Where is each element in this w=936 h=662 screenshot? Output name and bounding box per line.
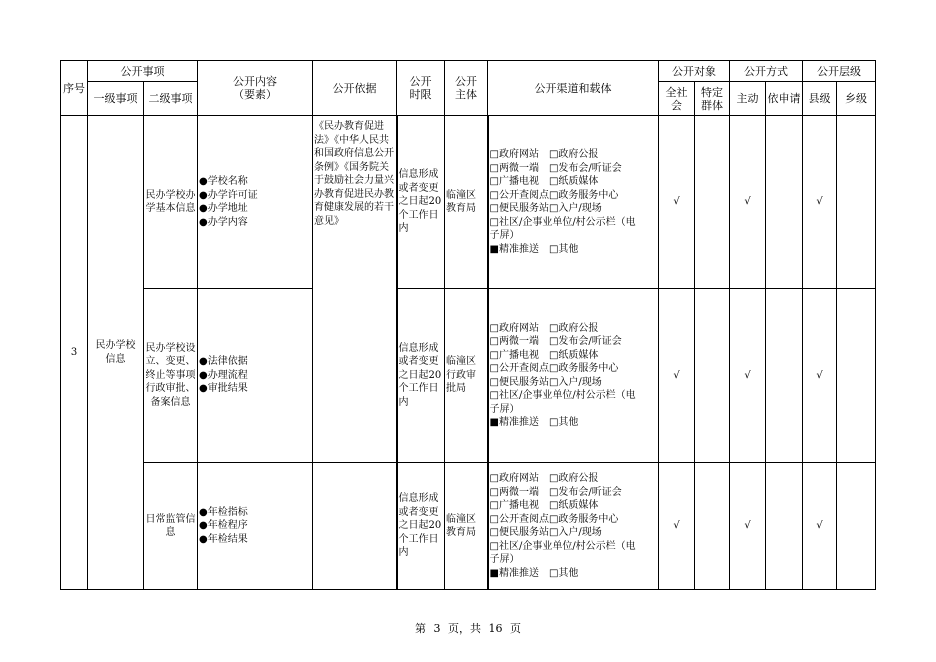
header-level: 公开层级 bbox=[803, 61, 876, 82]
row-seq: 3 bbox=[61, 116, 88, 590]
channel-line: □政府网站 □政府公报 bbox=[489, 149, 599, 160]
item-channels bbox=[488, 289, 659, 463]
item-level2: 日常监管信息 bbox=[144, 463, 198, 590]
target-all-check: √ bbox=[659, 116, 695, 289]
header-method: 公开方式 bbox=[730, 61, 803, 82]
header-method-active: 主动 bbox=[730, 82, 766, 116]
content-bullet: ●年检结果 bbox=[199, 533, 248, 545]
level-township-check bbox=[837, 116, 876, 289]
header-target-all-l2: 会 bbox=[671, 98, 682, 112]
header-time-limit-l2: 时限 bbox=[409, 88, 432, 101]
channel-line: □公开查阅点□政务服务中心 bbox=[489, 513, 619, 525]
channel-line: □社区/企事业单位/村公示栏（电 bbox=[489, 216, 636, 228]
channel-line: □政府网站 □政府公报 bbox=[489, 473, 599, 484]
header-subject-l1: 公开 bbox=[455, 75, 477, 88]
header-seq: 序号 bbox=[61, 61, 88, 116]
item-subject: 临潼区教育局 bbox=[445, 116, 488, 289]
header-level-township: 乡级 bbox=[837, 82, 876, 116]
method-request-check bbox=[766, 116, 803, 289]
level-county-check: √ bbox=[803, 116, 837, 289]
target-all-check: √ bbox=[659, 463, 695, 590]
content-bullet: ●办理流程 bbox=[199, 369, 248, 381]
channel-line: □社区/企事业单位/村公示栏（电 bbox=[489, 540, 636, 552]
target-specific-check bbox=[695, 289, 730, 463]
channel-line: 子屏） bbox=[489, 554, 520, 565]
channel-line: ■精准推送 □其他 bbox=[489, 243, 579, 255]
channel-line: □两微一端 □发布会/听证会 bbox=[489, 486, 622, 498]
header-subject bbox=[445, 61, 488, 116]
channel-line: □广播电视 □纸质媒体 bbox=[489, 349, 599, 361]
header-target-all-l1: 全社 bbox=[665, 85, 688, 99]
header-level1: 一级事项 bbox=[88, 82, 144, 116]
footer-prefix: 第 bbox=[415, 622, 426, 635]
target-specific-check bbox=[695, 116, 730, 289]
content-bullet: ●法律依据 bbox=[199, 356, 248, 368]
content-bullet: ●年检指标 bbox=[199, 506, 248, 518]
header-basis: 公开依据 bbox=[313, 61, 397, 116]
header-content bbox=[198, 61, 313, 116]
item-time-limit: 信息形成或者变更之日起20个工作日内 bbox=[397, 289, 445, 463]
item-content bbox=[198, 116, 313, 289]
level-township-check bbox=[837, 289, 876, 463]
item-content bbox=[198, 289, 313, 463]
channel-line: □便民服务站□入户/现场 bbox=[489, 376, 602, 388]
item-time-limit: 信息形成或者变更之日起20个工作日内 bbox=[397, 116, 445, 289]
table-row bbox=[61, 463, 876, 590]
channel-line: □两微一端 □发布会/听证会 bbox=[489, 336, 622, 347]
channel-line: □公开查阅点□政务服务中心 bbox=[489, 363, 619, 374]
header-channels: 公开渠道和载体 bbox=[488, 61, 659, 116]
header-target-specific bbox=[695, 82, 730, 116]
channel-line: ■精准推送 □其他 bbox=[489, 417, 579, 428]
level-county-check: √ bbox=[803, 463, 837, 590]
item-subject: 临潼区行政审批局 bbox=[445, 289, 488, 463]
item-time-limit: 信息形成或者变更之日起20个工作日内 bbox=[397, 463, 445, 590]
item-content bbox=[198, 463, 313, 590]
footer-suffix: 页 bbox=[510, 622, 521, 635]
page-footer bbox=[0, 620, 936, 636]
header-target-all bbox=[659, 82, 695, 116]
header-subject-l2: 主体 bbox=[455, 88, 477, 101]
channel-line: 子屏） bbox=[489, 403, 520, 415]
header-target-specific-l2: 群体 bbox=[701, 98, 723, 112]
header-target: 公开对象 bbox=[659, 61, 730, 82]
method-request-check bbox=[766, 463, 803, 590]
target-all-check: √ bbox=[659, 289, 695, 463]
level-township-check bbox=[837, 463, 876, 590]
channel-line: □两微一端 □发布会/听证会 bbox=[489, 162, 622, 174]
channel-line: □便民服务站□入户/现场 bbox=[489, 527, 602, 538]
header-row-1 bbox=[61, 61, 876, 82]
channel-line: □政府网站 □政府公报 bbox=[489, 322, 599, 334]
channel-line: ■精准推送 □其他 bbox=[489, 567, 579, 579]
channel-line: □社区/企事业单位/村公示栏（电 bbox=[489, 390, 636, 401]
method-active-check: √ bbox=[730, 463, 766, 590]
channel-line: 子屏） bbox=[489, 230, 520, 241]
item-subject: 临潼区教育局 bbox=[445, 463, 488, 590]
header-method-request: 依申请 bbox=[766, 82, 803, 116]
table-row bbox=[61, 289, 876, 463]
channel-line: □广播电视 □纸质媒体 bbox=[489, 500, 599, 511]
header-time-limit bbox=[397, 61, 445, 116]
content-bullet: ●年检程序 bbox=[199, 520, 248, 532]
item-channels bbox=[488, 116, 659, 289]
method-active-check: √ bbox=[730, 116, 766, 289]
channel-line: □便民服务站□入户/现场 bbox=[489, 203, 602, 214]
header-level2: 二级事项 bbox=[144, 82, 198, 116]
row-basis: 《民办教育促进法》《中华人民共和国政府信息公开条例》《国务院关于鼓励社会力量兴办教育促进民办教育健康发展的若干意见》 bbox=[313, 116, 397, 463]
item-level2: 民办学校办学基本信息 bbox=[144, 116, 198, 289]
header-target-specific-l1: 特定 bbox=[701, 85, 723, 99]
level-county-check: √ bbox=[803, 289, 837, 463]
target-specific-check bbox=[695, 463, 730, 590]
row-level1: 民办学校信息 bbox=[88, 116, 144, 590]
content-bullet: ●办学许可证 bbox=[199, 189, 258, 201]
table-row bbox=[61, 116, 876, 289]
row-basis-continued bbox=[313, 463, 397, 590]
header-level-county: 县级 bbox=[803, 82, 837, 116]
footer-total-pages: 16 bbox=[488, 622, 503, 635]
content-bullet: ●办学内容 bbox=[199, 216, 248, 228]
content-bullet: ●办学地址 bbox=[199, 203, 248, 214]
item-level2: 民办学校设立、变更、终止等事项行政审批、备案信息 bbox=[144, 289, 198, 463]
channel-line: □广播电视 □纸质媒体 bbox=[489, 176, 599, 187]
header-matters: 公开事项 bbox=[88, 61, 198, 82]
content-bullet: ●审批结果 bbox=[199, 383, 248, 395]
header-time-limit-l1: 公开 bbox=[409, 75, 432, 88]
footer-page-number: 3 bbox=[433, 622, 441, 635]
channel-line: □公开查阅点□政务服务中心 bbox=[489, 189, 619, 201]
method-request-check bbox=[766, 289, 803, 463]
header-content-title: 公开内容 bbox=[233, 75, 277, 88]
footer-mid: 页，共 bbox=[448, 622, 481, 635]
disclosure-table bbox=[60, 60, 876, 590]
header-content-sub: （要素） bbox=[233, 88, 277, 101]
item-channels bbox=[488, 463, 659, 590]
content-bullet: ●学校名称 bbox=[199, 176, 248, 187]
method-active-check: √ bbox=[730, 289, 766, 463]
